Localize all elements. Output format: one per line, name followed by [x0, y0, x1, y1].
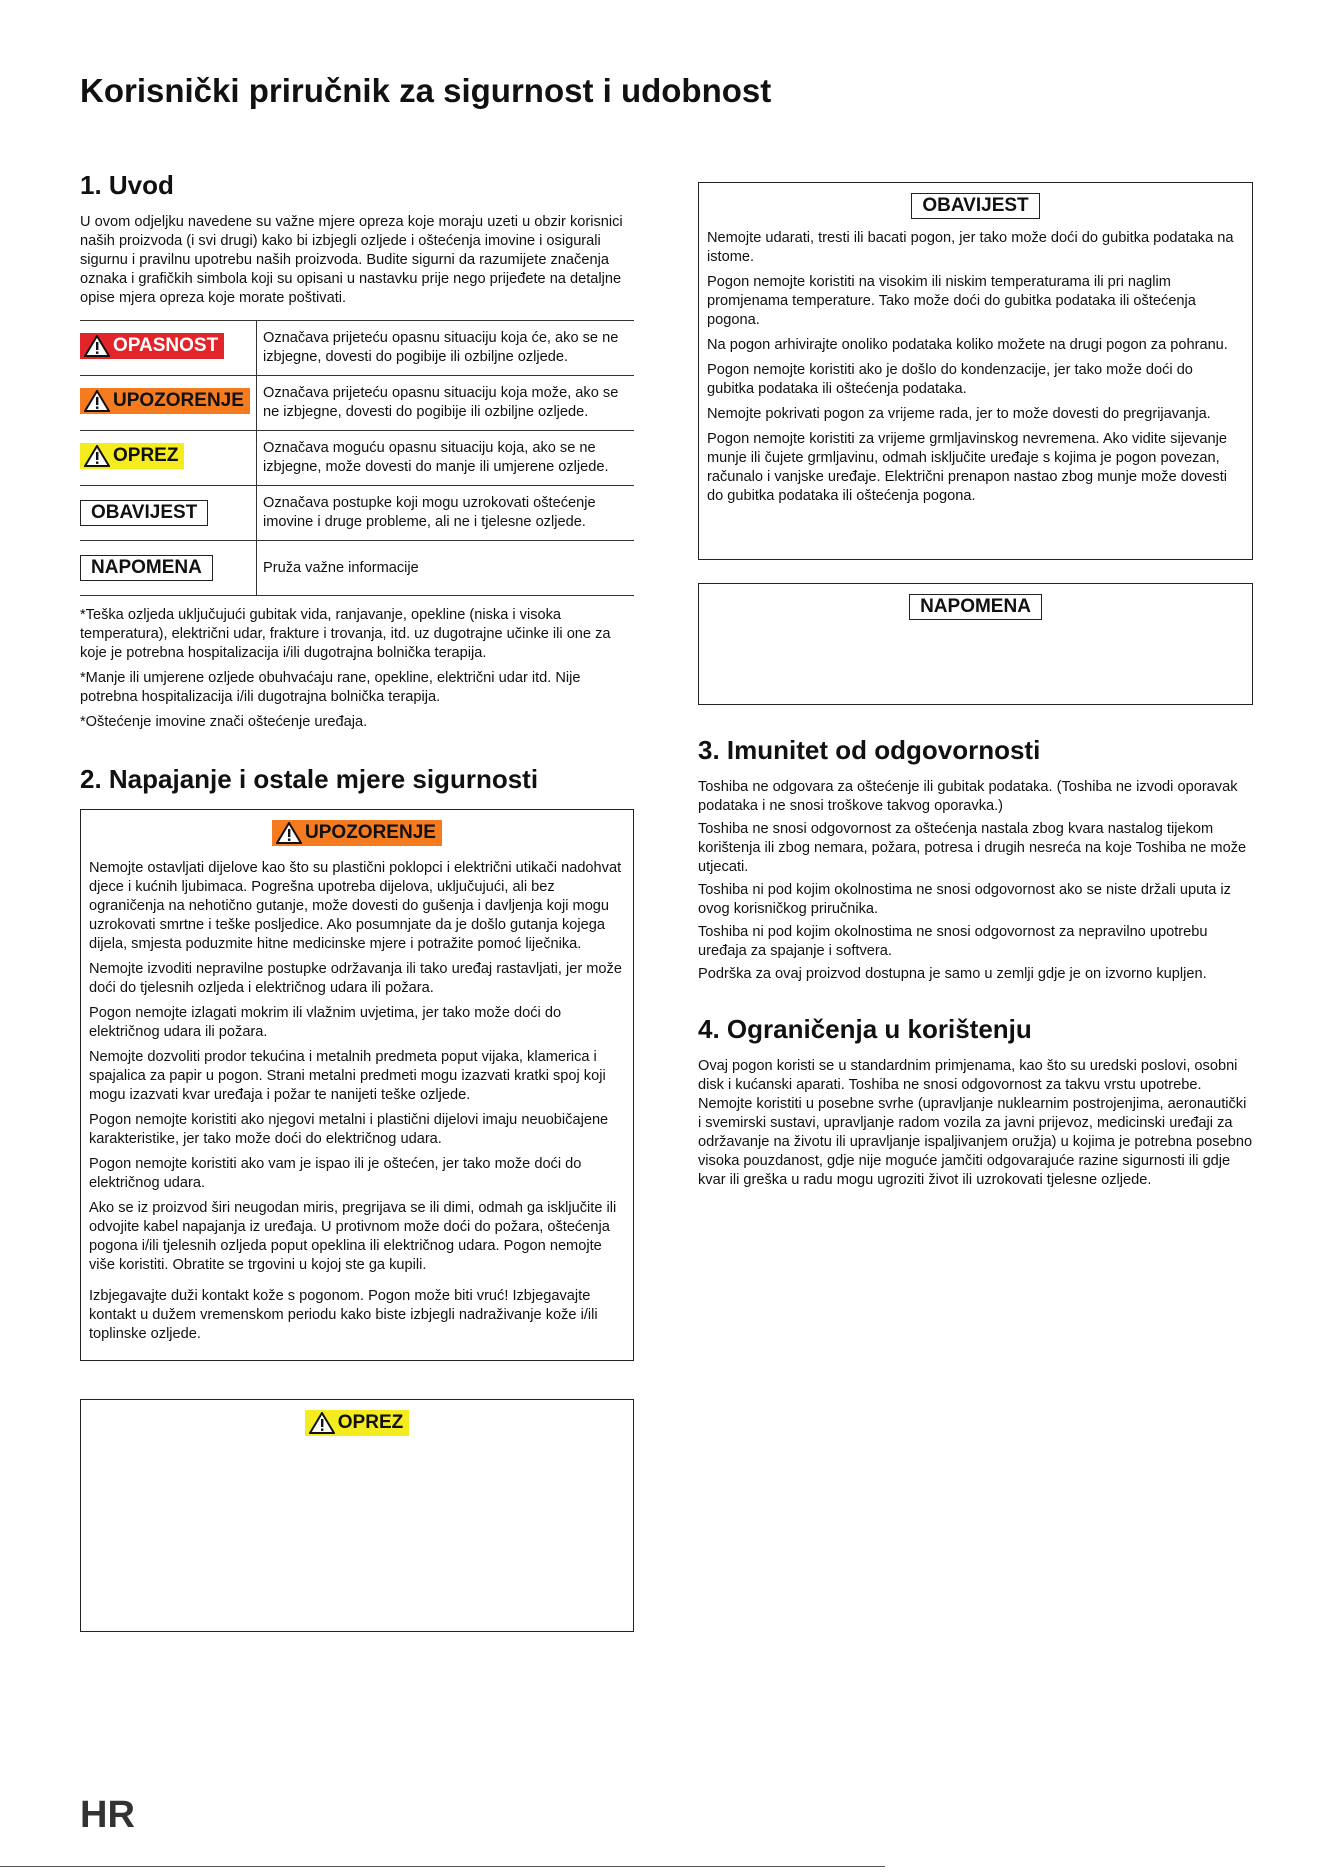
footnote: *Manje ili umjerene ozljede obuhvaćaju rane, opekline, električni udar itd. Nije potrebna hospitalizacija i/ili dugotrajna bolnička terapija. — [80, 670, 581, 705]
danger-badge — [80, 333, 224, 359]
warning-box — [80, 809, 634, 1361]
warning-item: Ako se iz proizvod širi neugodan miris, pregrijava se ili dimi, odmah ga isključite ili odvojite kabel napajanja iz uređaja. U protivnom može doći do požara, oštećenja pogona i/ili tjelesnih ozljeda poput opeklina ili električnog udara. Pogon nemojte više koristiti. Obratite se trgovini u kojoj ste ga kupili. — [89, 1200, 617, 1273]
notice-badge: OBAVIJEST — [911, 193, 1039, 219]
warning-triangle-icon — [84, 390, 110, 412]
legend-row — [80, 321, 634, 376]
immunity-item: Toshiba ni pod kojim okolnostima ne snosi odgovornost ako se niste držali uputa iz ovog korisničkog priručnika. — [698, 882, 1231, 917]
warning-badge — [80, 388, 250, 414]
legend-row — [80, 541, 634, 596]
warning-item: Pogon nemojte koristiti ako vam je ispao ili je oštećen, jer tako može doći do električnog udara. — [89, 1156, 582, 1191]
warning-triangle-icon — [276, 822, 302, 844]
immunity-item: Toshiba ni pod kojim okolnostima ne snosi odgovornost za nepravilno upotrebu uređaja za spajanje i softvera. — [698, 924, 1208, 959]
caution-box — [80, 1399, 634, 1632]
note-badge: NAPOMENA — [909, 594, 1042, 620]
section-heading: 3. Imunitet od odgovornosti — [698, 735, 1041, 765]
caution-badge — [305, 1410, 409, 1436]
caution-badge — [80, 443, 184, 469]
badge-label: UPOZORENJE — [113, 390, 244, 411]
legend-row — [80, 431, 634, 486]
warning-item: Pogon nemojte izlagati mokrim ili vlažnim uvjetima, jer tako može doći do električnog udara ili požara. — [89, 1005, 562, 1040]
legend-description: Označava moguću opasnu situaciju koja, ako se ne izbjegne, može dovesti do manje ili umjerene ozljede. — [257, 431, 635, 486]
legend-description: Označava prijeteću opasnu situaciju koja će, ako se ne izbjegne, dovesti do pogibije ili ozbiljne ozljede. — [257, 321, 635, 376]
warning-item: Nemojte dozvoliti prodor tekućina i metalnih predmeta poput vijaka, klamerica i spajalica za papir u pogon. Strani metalni predmeti mogu izazvati kratki spoj koji mogu izazvati kvar uređaja i požar te nanijeti teške ozljede. — [89, 1049, 606, 1103]
note-badge: NAPOMENA — [80, 555, 213, 581]
warning-triangle-icon — [84, 335, 110, 357]
badge-label: OPREZ — [337, 1412, 404, 1433]
footnotes — [80, 606, 634, 732]
warning-item: Izbjegavajte duži kontakt kože s pogonom. Pogon može biti vruć! Izbjegavajte kontakt u dužem vremenskom periodu kako biste izbjegli nadraživanje kože i/ili toplinske ozljede. — [89, 1288, 598, 1342]
notice-box — [698, 182, 1253, 560]
footnote: *Oštećenje imovine znači oštećenje uređaja. — [80, 714, 368, 730]
warning-item: Nemojte izvoditi nepravilne postupke održavanja ili tako uređaj rastavljati, jer može doći do tjelesnih ozljeda i električnog udara ili požara. — [89, 961, 622, 996]
signal-word-legend — [80, 320, 634, 596]
immunity-item: Podrška za ovaj proizvod dostupna je samo u zemlji gdje je on izvorno kupljen. — [698, 966, 1207, 982]
warning-triangle-icon — [309, 1412, 335, 1434]
note-box — [698, 583, 1253, 705]
page-title: Korisnički priručnik za sigurnost i udobnost — [80, 72, 772, 109]
intro-text: U ovom odjeljku navedene su važne mjere opreza koje moraju uzeti u obzir korisnici naših proizvoda (i svi drugi) kako bi izbjegli ozljede i oštećenja imovine i osigurali sigurnu i pravilnu upotrebu naših proizvoda. Budite sigurni da razumijete značenja oznaka i grafičkih simbola koji su opisani u nastavku prije nego prijeđete na detaljne opise mjera opreza koje morate poštivati. — [80, 214, 623, 306]
bottom-rule — [0, 1866, 885, 1867]
warning-badge — [272, 820, 442, 846]
warning-item: Pogon nemojte koristiti ako njegovi metalni i plastični dijelovi imaju neuobičajene karakteristike, jer tako može doći do električnog udara. — [89, 1112, 609, 1147]
badge-label: UPOZORENJE — [305, 822, 436, 843]
right-column — [698, 182, 1253, 1194]
notice-item: Pogon nemojte koristiti na visokim ili niskim temperaturama ili pri naglim promjenama temperature. Tako može doći do gubitka podataka ili oštećenja pogona. — [707, 274, 1196, 328]
section-immunity — [698, 735, 1253, 984]
footnote: *Teška ozljeda uključujući gubitak vida, ranjavanje, opekline (niska i visoka temperatura), električni udar, frakture i trovanja, itd. uz dugotrajne učinke ili one za koje je potrebna hospitalizacija i/ili dugotrajna bolnička terapija. — [80, 607, 611, 661]
section-intro — [80, 170, 634, 732]
badge-label: OPREZ — [113, 445, 179, 466]
notice-item: Pogon nemojte koristiti za vrijeme grmljavinskog nevremena. Ako vidite sijevanje munje ili čujete grmljavinu, odmah isključite uređaje s kojima je pogon povezan, računalo i vanjske uređaje. Električni prenapon nastao zbog munje može dovesti do gubitka podataka ili oštećenja pogona. — [707, 431, 1228, 504]
language-code: HR — [80, 1794, 135, 1836]
section-heading: 4. Ograničenja u korištenju — [698, 1014, 1032, 1044]
legend-description: Označava postupke koji mogu uzrokovati oštećenje imovine i druge probleme, ali ne i tjelesne ozljede. — [257, 486, 635, 541]
left-column — [80, 170, 634, 1632]
section-power — [80, 764, 634, 1632]
notice-item: Nemojte pokrivati pogon za vrijeme rada, jer to može dovesti do pregrijavanja. — [707, 406, 1211, 422]
section-heading: 1. Uvod — [80, 170, 174, 200]
legend-description: Pruža važne informacije — [257, 541, 635, 596]
legend-row — [80, 486, 634, 541]
warning-item: Nemojte ostavljati dijelove kao što su plastični poklopci i električni utikači nadohvat djece i kućnih ljubimaca. Pogrešna upotreba dijelova, uključujući, ali bez ograničenja na nehotično gutanje, može dovesti do gušenja i davljenja koji mogu uzrokovati smrtne i teške posljedice. Ako posumnjate da je došlo gutanja kojega dijela, smjesta poduzmite hitne medicinske mjere i potražite pomoć liječnika. — [89, 860, 622, 952]
immunity-item: Toshiba ne snosi odgovornost za oštećenja nastala zbog kvara nastalog tijekom korištenja ili zbog nemara, požara, potresa i drugih nesreća na koje Toshiba ne može utjecati. — [698, 821, 1247, 875]
limits-text: Ovaj pogon koristi se u standardnim primjenama, kao što su uredski poslovi, osobni disk i kućanski aparati. Toshiba ne snosi odgovornost za takvu vrstu upotrebe. Nemojte koristiti u posebne svrhe (upravljanje nuklearnim postrojenjima, aeronautički i svemirski sustavi, upravljanje radom vozila za javni prijevoz, medicinski uređaji za održavanje na životu ili upravljanje ispaljivanjem oružja) u kojima je potrebna posebno visoka pouzdanost, gdje nije moguće jamčiti odgovarajuće razine sigurnosti ili gdje kvar ili greška u radu mogu ugroziti život ili uzrokovati tjelesne ozljede. — [698, 1058, 1253, 1188]
legend-description: Označava prijeteću opasnu situaciju koja može, ako se ne izbjegne, dovesti do pogibije ili ozbiljne ozljede. — [257, 376, 635, 431]
notice-badge: OBAVIJEST — [80, 500, 208, 526]
section-heading: 2. Napajanje i ostale mjere sigurnosti — [80, 764, 539, 794]
notice-item: Na pogon arhivirajte onoliko podataka koliko možete na drugi pogon za pohranu. — [707, 337, 1228, 353]
warning-triangle-icon — [84, 445, 110, 467]
immunity-item: Toshiba ne odgovara za oštećenje ili gubitak podataka. (Toshiba ne izvodi oporavak podataka i ne snosi troškove takvog oporavka.) — [698, 779, 1238, 814]
notice-item: Pogon nemojte koristiti ako je došlo do kondenzacije, jer tako može doći do gubitka podataka ili oštećenja podataka. — [707, 362, 1193, 397]
notice-item: Nemojte udarati, tresti ili bacati pogon, jer tako može doći do gubitka podataka na istome. — [707, 230, 1234, 265]
badge-label: OPASNOST — [113, 335, 219, 356]
legend-row — [80, 376, 634, 431]
section-limits — [698, 1014, 1253, 1190]
